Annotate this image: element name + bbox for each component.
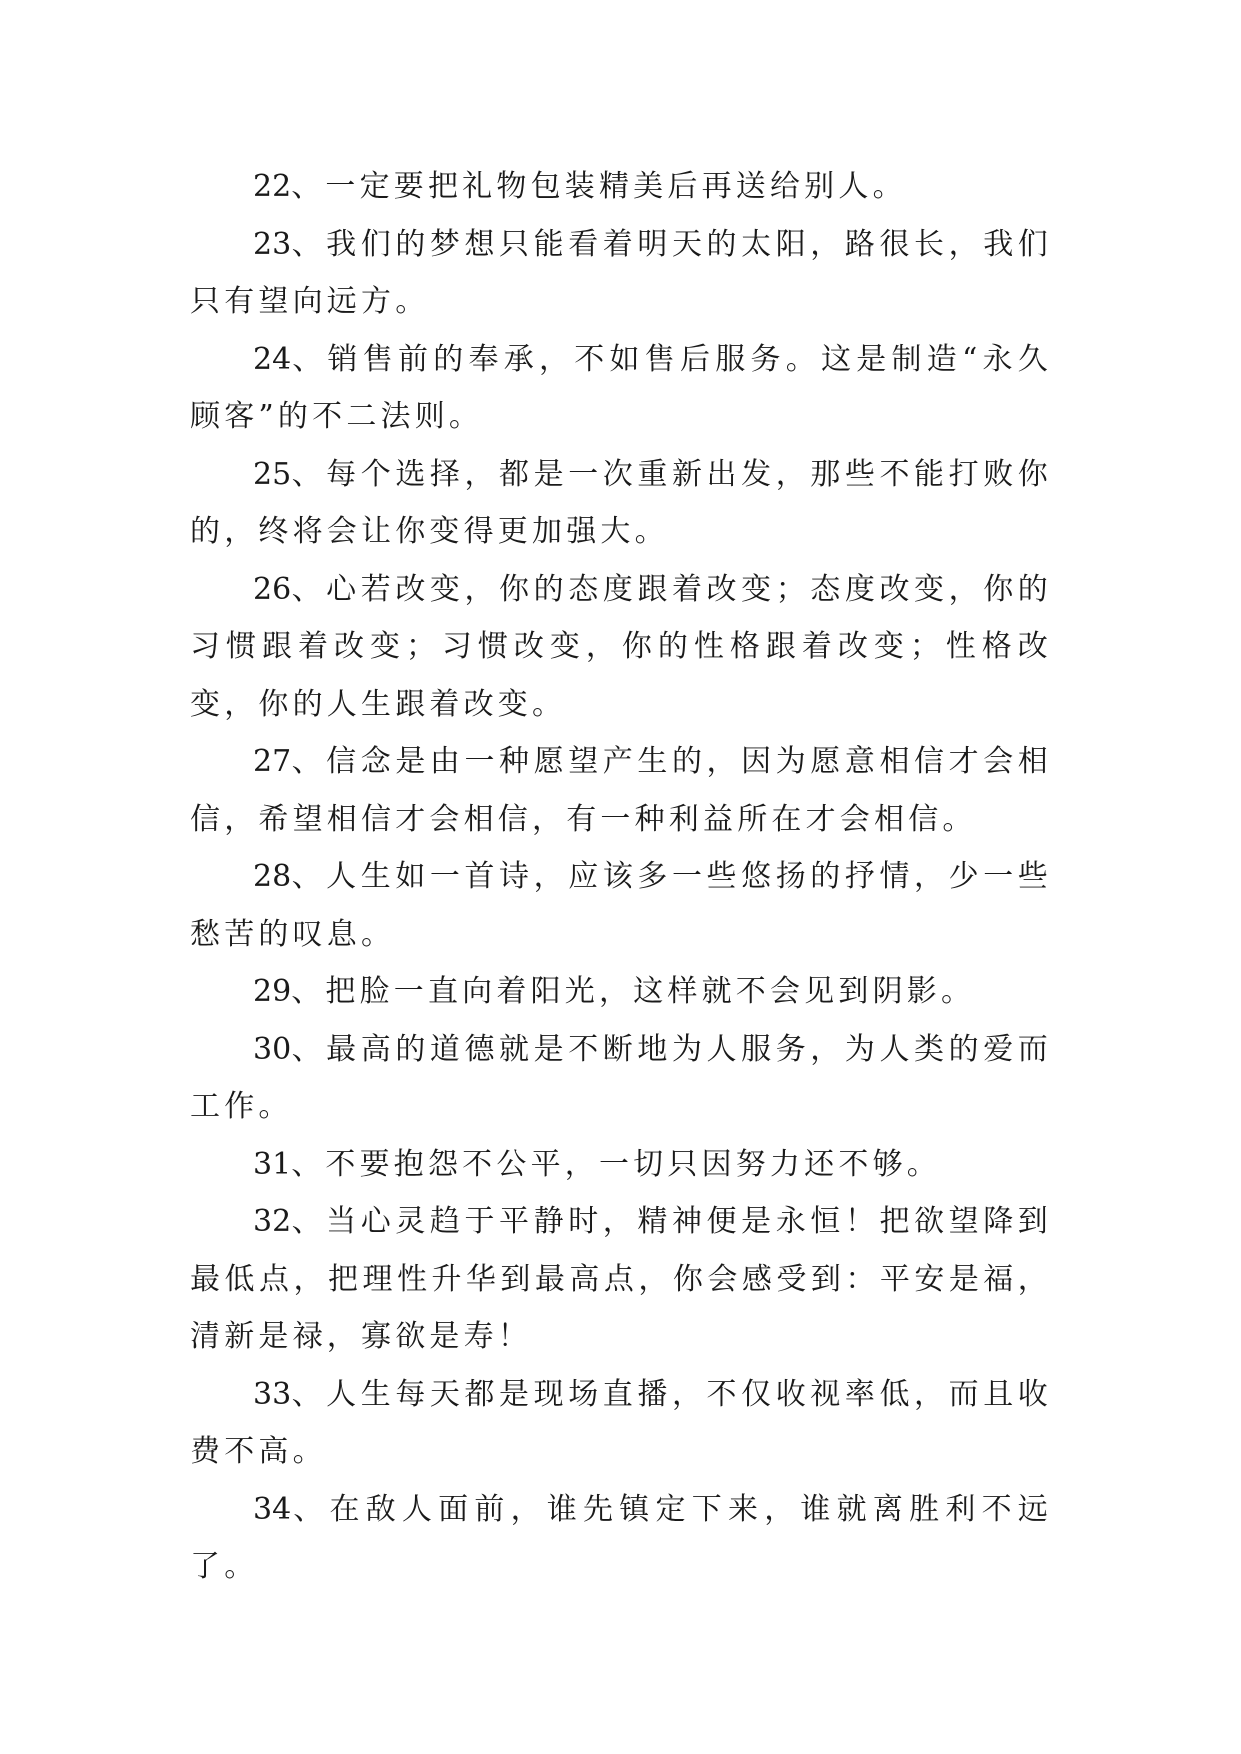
paragraph-number: 30 xyxy=(253,1031,292,1067)
paragraph-text: 、人生每天都是现场直播，不仅收视率低，而且收费不高。 xyxy=(190,1376,1052,1469)
paragraph-25 xyxy=(190,446,1052,561)
paragraph-27 xyxy=(190,733,1052,848)
paragraph-text: 、一定要把礼物包装精美后再送给别人。 xyxy=(291,169,907,204)
paragraph-number: 33 xyxy=(253,1376,292,1412)
paragraph-number: 27 xyxy=(253,744,292,779)
paragraph-22 xyxy=(190,158,1052,216)
paragraph-text: 、销售前的奉承，不如售后服务。这是制造“永久顾客”的不二法则。 xyxy=(190,341,1052,434)
paragraph-number: 26 xyxy=(253,571,292,607)
paragraph-text: 、我们的梦想只能看着明天的太阳，路很长，我们只有望向远方。 xyxy=(190,226,1052,319)
paragraph-number: 34 xyxy=(253,1491,292,1527)
paragraph-32 xyxy=(190,1193,1052,1366)
paragraph-34 xyxy=(190,1481,1052,1596)
paragraph-33 xyxy=(190,1366,1052,1481)
paragraph-31 xyxy=(190,1136,1052,1194)
paragraph-number: 23 xyxy=(253,226,292,262)
paragraph-text: 、当心灵趋于平静时，精神便是永恒！把欲望降到最低点，把理性升华到最高点，你会感受到：平安是福，清新是禄，寡欲是寿！ xyxy=(190,1204,1052,1354)
paragraph-text: 、信念是由一种愿望产生的，因为愿意相信才会相信，希望相信才会相信，有一种利益所在才会相信。 xyxy=(190,744,1052,837)
paragraph-26 xyxy=(190,561,1052,734)
paragraph-23 xyxy=(190,216,1052,331)
paragraph-number: 28 xyxy=(253,859,292,894)
paragraph-text: 、每个选择，都是一次重新出发，那些不能打败你的，终将会让你变得更加强大。 xyxy=(190,456,1052,549)
paragraph-text: 、不要抱怨不公平，一切只因努力还不够。 xyxy=(291,1146,941,1182)
paragraph-number: 31 xyxy=(253,1146,292,1182)
document-body xyxy=(190,158,1052,1596)
paragraph-text: 、在敌人面前，谁先镇定下来，谁就离胜利不远了。 xyxy=(190,1491,1052,1584)
paragraph-text: 、最高的道德就是不断地为人服务，为人类的爱而工作。 xyxy=(190,1031,1052,1124)
paragraph-28 xyxy=(190,848,1052,963)
paragraph-number: 29 xyxy=(253,974,292,1009)
paragraph-text: 、人生如一首诗，应该多一些悠扬的抒情，少一些愁苦的叹息。 xyxy=(190,859,1052,952)
paragraph-text: 、心若改变，你的态度跟着改变；态度改变，你的习惯跟着改变；习惯改变，你的性格跟着改变；性格改变，你的人生跟着改变。 xyxy=(190,571,1052,722)
paragraph-number: 22 xyxy=(253,169,292,204)
paragraph-number: 24 xyxy=(253,341,292,377)
paragraph-number: 32 xyxy=(253,1204,292,1239)
paragraph-24 xyxy=(190,331,1052,446)
paragraph-text: 、把脸一直向着阳光，这样就不会见到阴影。 xyxy=(291,974,976,1009)
paragraph-number: 25 xyxy=(253,456,292,492)
paragraph-29 xyxy=(190,963,1052,1021)
paragraph-30 xyxy=(190,1021,1052,1136)
